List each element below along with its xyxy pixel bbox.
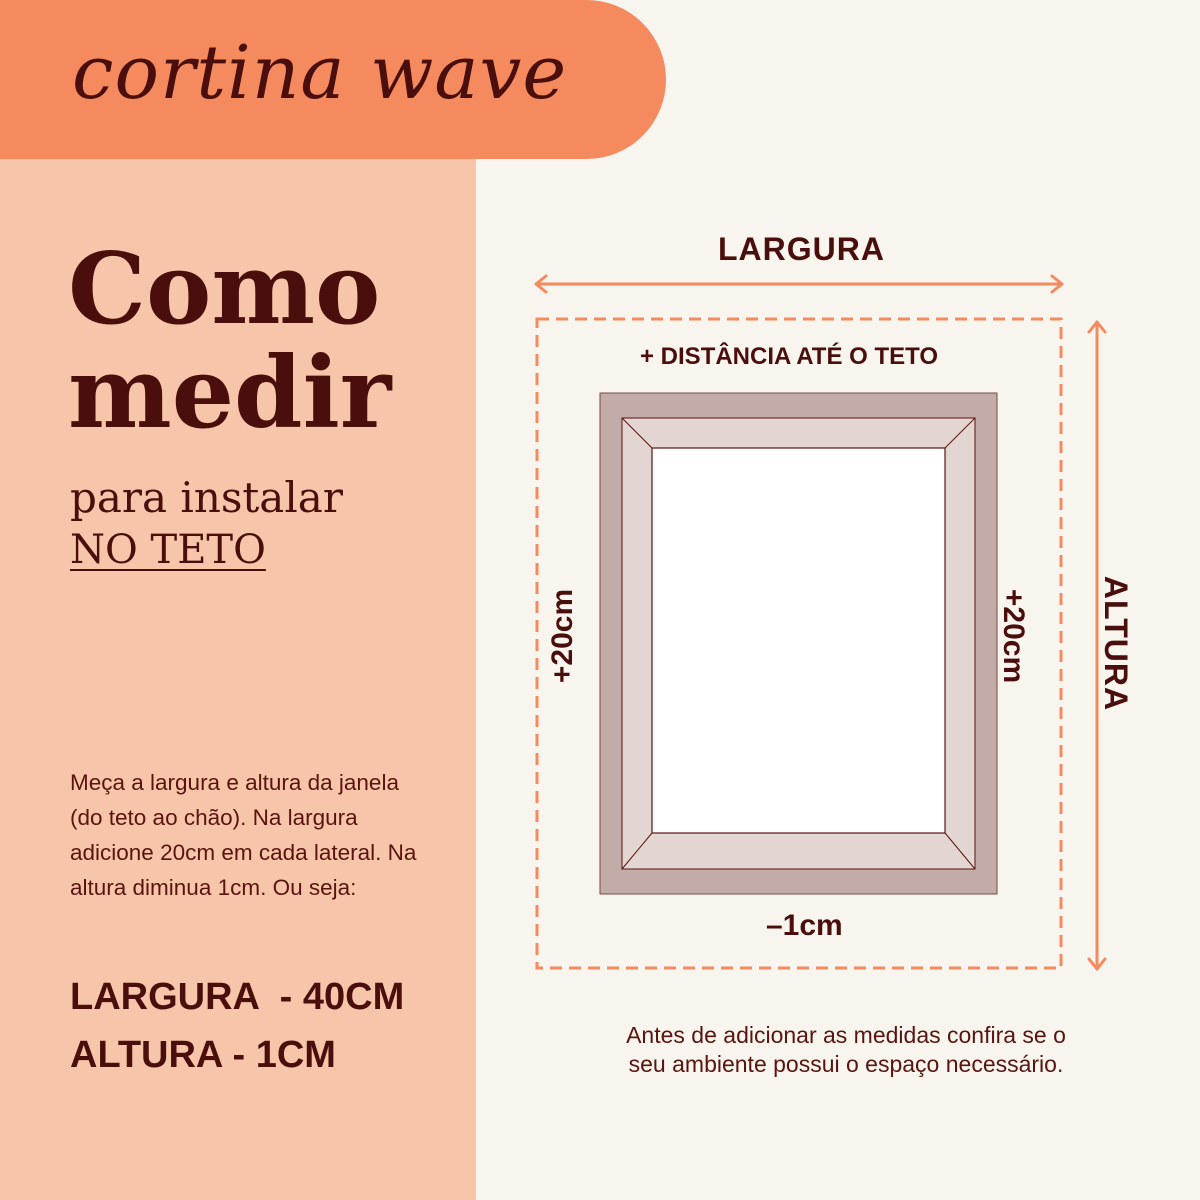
page-title [68,232,392,451]
height-label: ALTURA [1098,575,1135,712]
instructions-text: Meça a largura e altura da janela (do teto ao chão). Na largura adicione 20cm em cada lateral. Na altura diminua 1cm. Ou seja: [70,770,417,900]
header-banner [0,0,666,159]
space-note-line-1: Antes de adicionar as medidas confira se o [626,1022,1066,1048]
left-panel [0,0,476,1200]
formula-width: LARGURA - 40CM [70,976,405,1018]
formula-height: ALTURA - 1CM [70,1034,336,1076]
right-extension-label: +20cm [997,588,1031,684]
title-line-2: medir [68,336,392,451]
subtitle-emphasis: NO TETO [70,527,266,573]
ceiling-distance-label: + DISTÂNCIA ATÉ O TETO [640,343,939,370]
width-arrow [536,276,1062,292]
brand-title: cortina wave [72,30,568,116]
bottom-reduction-label: –1cm [766,909,843,942]
space-note-line-2: seu ambiente possui o espaço necessário. [628,1051,1064,1077]
title-line-1: Como [68,232,381,347]
subtitle: para instalar [70,473,343,522]
left-extension-label: +20cm [546,588,580,684]
measurement-diagram [476,159,1200,1200]
window-frame [600,393,997,894]
width-label: LARGURA [718,231,885,267]
space-note [536,1021,1156,1079]
